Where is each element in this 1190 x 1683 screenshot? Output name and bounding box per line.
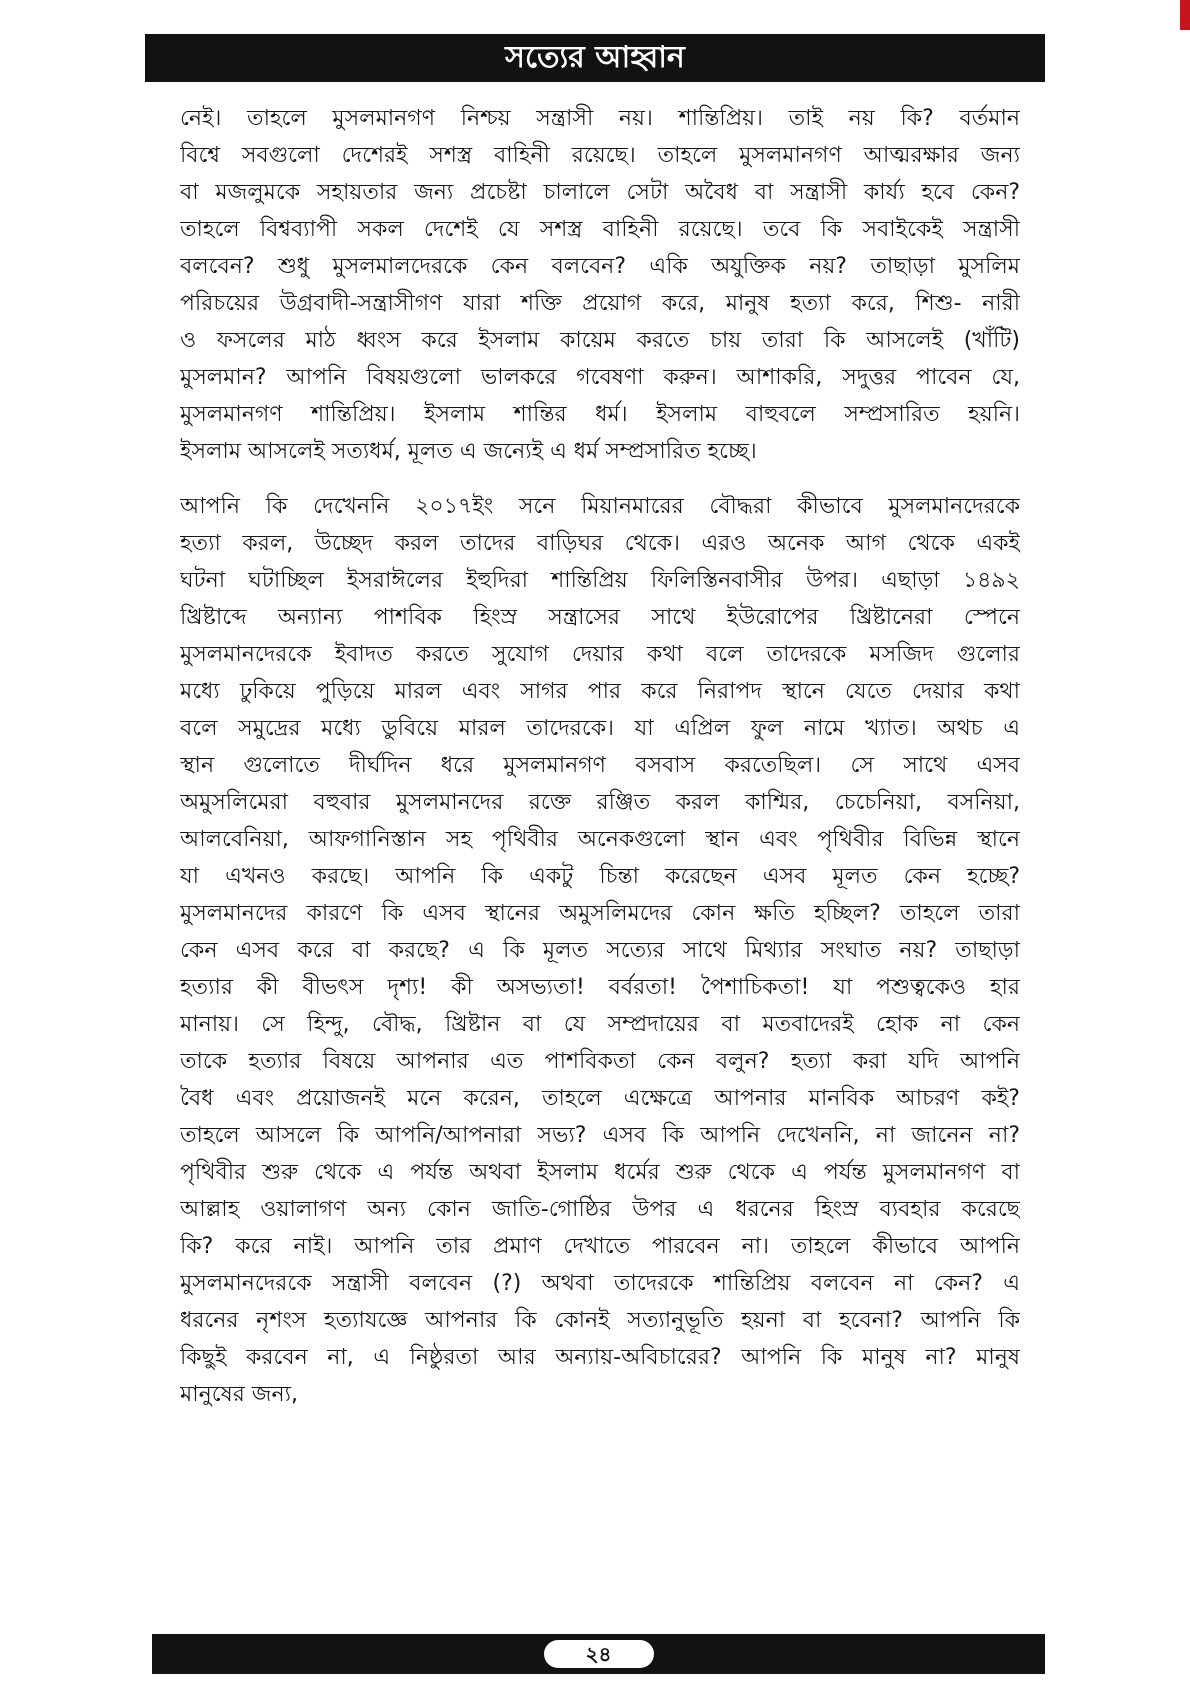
text-line: পরিচয়ের উগ্রবাদী-সন্ত্রাসীগণ যারা শক্তি প্রয়োগ করে, মানুষ হত্যা করে, শিশু- নারী — [180, 291, 1020, 316]
text-line: বলে সমুদ্রের মধ্যে ডুবিয়ে মারল তাদেরকে। যা এপ্রিল ফুল নামে খ্যাত। অথচ এ — [180, 716, 1020, 741]
text-line: বিশ্বে সবগুলো দেশেরই সশস্ত্র বাহিনী রয়েছে। তাহলে মুসলমানগণ আত্মরক্ষার জন্য — [180, 143, 1020, 168]
text-line: হত্যার কী বীভৎস দৃশ্য! কী অসভ্যতা! বর্বরতা! পৈশাচিকতা! যা পশুত্বকেও হার — [180, 975, 1020, 1000]
text-line: যা এখনও করছে। আপনি কি একটু চিন্তা করেছেন এসব মূলত কেন হচ্ছে? — [180, 864, 1020, 889]
text-line: মুসলমানদেরকে সন্ত্রাসী বলবেন (?) অথবা তাদেরকে শান্তিপ্রিয় বলবেন না কেন? এ — [180, 1271, 1020, 1296]
footer-bar — [152, 1634, 1045, 1674]
text-line: আপনি কি দেখেননি ২০১৭ইং সনে মিয়ানমারের বৌদ্ধরা কীভাবে মুসলমানদেরকে — [180, 494, 1020, 519]
text-line: স্থান গুলোতে দীর্ঘদিন ধরে মুসলমানগণ বসবাস করতেছিল। সে সাথে এসব — [180, 753, 1020, 778]
text-line: মুসলমানদের কারণে কি এসব স্থানের অমুসলিমদের কোন ক্ষতি হচ্ছিল? তাহলে তারা — [180, 901, 1020, 926]
corner-accent-mark — [1180, 0, 1190, 30]
text-line: খ্রিষ্টাব্দে অন্যান্য পাশবিক হিংস্র সন্ত্রাসের সাথে ইউরোপের খ্রিষ্টানেরা স্পেনে — [180, 605, 1020, 630]
text-line: কি? করে নাই। আপনি তার প্রমাণ দেখাতে পারবেন না। তাহলে কীভাবে আপনি — [180, 1234, 1020, 1259]
paragraph-2 — [180, 488, 1020, 1413]
paragraph-spacer — [180, 470, 1020, 488]
text-line: কেন এসব করে বা করছে? এ কি মূলত সত্যের সাথে মিথ্যার সংঘাত নয়? তাছাড়া — [180, 938, 1020, 963]
text-line: বা মজলুমকে সহায়তার জন্য প্রচেষ্টা চালালে সেটা অবৈধ বা সন্ত্রাসী কার্য্য হবে কেন? — [180, 180, 1020, 205]
text-line: মুসলমানদেরকে ইবাদত করতে সুযোগ দেয়ার কথা বলে তাদেরকে মসজিদ গুলোর — [180, 642, 1020, 667]
paragraph-1 — [180, 100, 1020, 470]
text-line: আল্লাহ ওয়ালাগণ অন্য কোন জাতি-গোষ্ঠির উপর এ ধরনের হিংস্র ব্যবহার করেছে — [180, 1197, 1020, 1222]
text-line: তাকে হত্যার বিষয়ে আপনার এত পাশবিকতা কেন বলুন? হত্যা করা যদি আপনি — [180, 1049, 1020, 1074]
text-line: কিছুই করবেন না, এ নিষ্ঠুরতা আর অন্যায়-অবিচারের? আপনি কি মানুষ না? মানুষ — [180, 1345, 1020, 1370]
text-line: আলবেনিয়া, আফগানিস্তান সহ পৃথিবীর অনেকগুলো স্থান এবং পৃথিবীর বিভিন্ন স্থানে — [180, 827, 1020, 852]
page-number: ২৪ — [544, 1640, 654, 1668]
text-line: মুসলমান? আপনি বিষয়গুলো ভালকরে গবেষণা করুন। আশাকরি, সদুত্তর পাবেন যে, — [180, 365, 1020, 390]
body-text — [180, 100, 1020, 1590]
text-line: তাহলে বিশ্বব্যাপী সকল দেশেই যে সশস্ত্র বাহিনী রয়েছে। তবে কি সবাইকেই সন্ত্রাসী — [180, 217, 1020, 242]
text-line: মধ্যে ঢুকিয়ে পুড়িয়ে মারল এবং সাগর পার করে নিরাপদ স্থানে যেতে দেয়ার কথা — [180, 679, 1020, 704]
text-line: মানুষের জন্য, — [180, 1382, 298, 1407]
text-line: ও ফসলের মাঠ ধ্বংস করে ইসলাম কায়েম করতে চায় তারা কি আসলেই (খাঁটি) — [180, 328, 1020, 353]
text-line: ইসলাম আসলেই সত্যধর্ম, মূলত এ জন্যেই এ ধর্ম সম্প্রসারিত হচ্ছে। — [180, 439, 757, 464]
text-line: পৃথিবীর শুরু থেকে এ পর্যন্ত অথবা ইসলাম ধর্মের শুরু থেকে এ পর্যন্ত মুসলমানগণ বা — [180, 1160, 1020, 1185]
text-line: ধরনের নৃশংস হত্যাযজ্ঞে আপনার কি কোনই সত্যানুভূতি হয়না বা হবেনা? আপনি কি — [180, 1308, 1020, 1333]
text-line: অমুসলিমেরা বহুবার মুসলমানদের রক্তে রঞ্জিত করল কাশ্মির, চেচেনিয়া, বসনিয়া, — [180, 790, 1020, 815]
text-line: তাহলে আসলে কি আপনি/আপনারা সভ্য? এসব কি আপনি দেখেননি, না জানেন না? — [180, 1123, 1020, 1148]
text-line: হত্যা করল, উচ্ছেদ করল তাদের বাড়িঘর থেকে। এরও অনেক আগ থেকে একই — [180, 531, 1020, 556]
text-line: মুসলমানগণ শান্তিপ্রিয়। ইসলাম শান্তির ধর্ম। ইসলাম বাহুবলে সম্প্রসারিত হয়নি। — [180, 402, 1020, 427]
text-line: বলবেন? শুধু মুসলমালদেরকে কেন বলবেন? একি অযুক্তিক নয়? তাছাড়া মুসলিম — [180, 254, 1020, 279]
text-line: বৈধ এবং প্রয়োজনই মনে করেন, তাহলে এক্ষেত্রে আপনার মানবিক আচরণ কই? — [180, 1086, 1020, 1111]
running-header-bar — [145, 34, 1045, 82]
text-line: ঘটনা ঘটাচ্ছিল ইসরাঈলের ইহুদিরা শান্তিপ্রিয় ফিলিস্তিনবাসীর উপর। এছাড়া ১৪৯২ — [180, 568, 1020, 593]
running-header-title: সত্যের আহ্বান — [505, 40, 685, 75]
text-line: নেই। তাহলে মুসলমানগণ নিশ্চয় সন্ত্রাসী নয়। শান্তিপ্রিয়। তাই নয় কি? বর্তমান — [180, 106, 1020, 131]
text-line: মানায়। সে হিন্দু, বৌদ্ধ, খ্রিষ্টান বা যে সম্প্রদায়ের বা মতবাদেরই হোক না কেন — [180, 1012, 1020, 1037]
